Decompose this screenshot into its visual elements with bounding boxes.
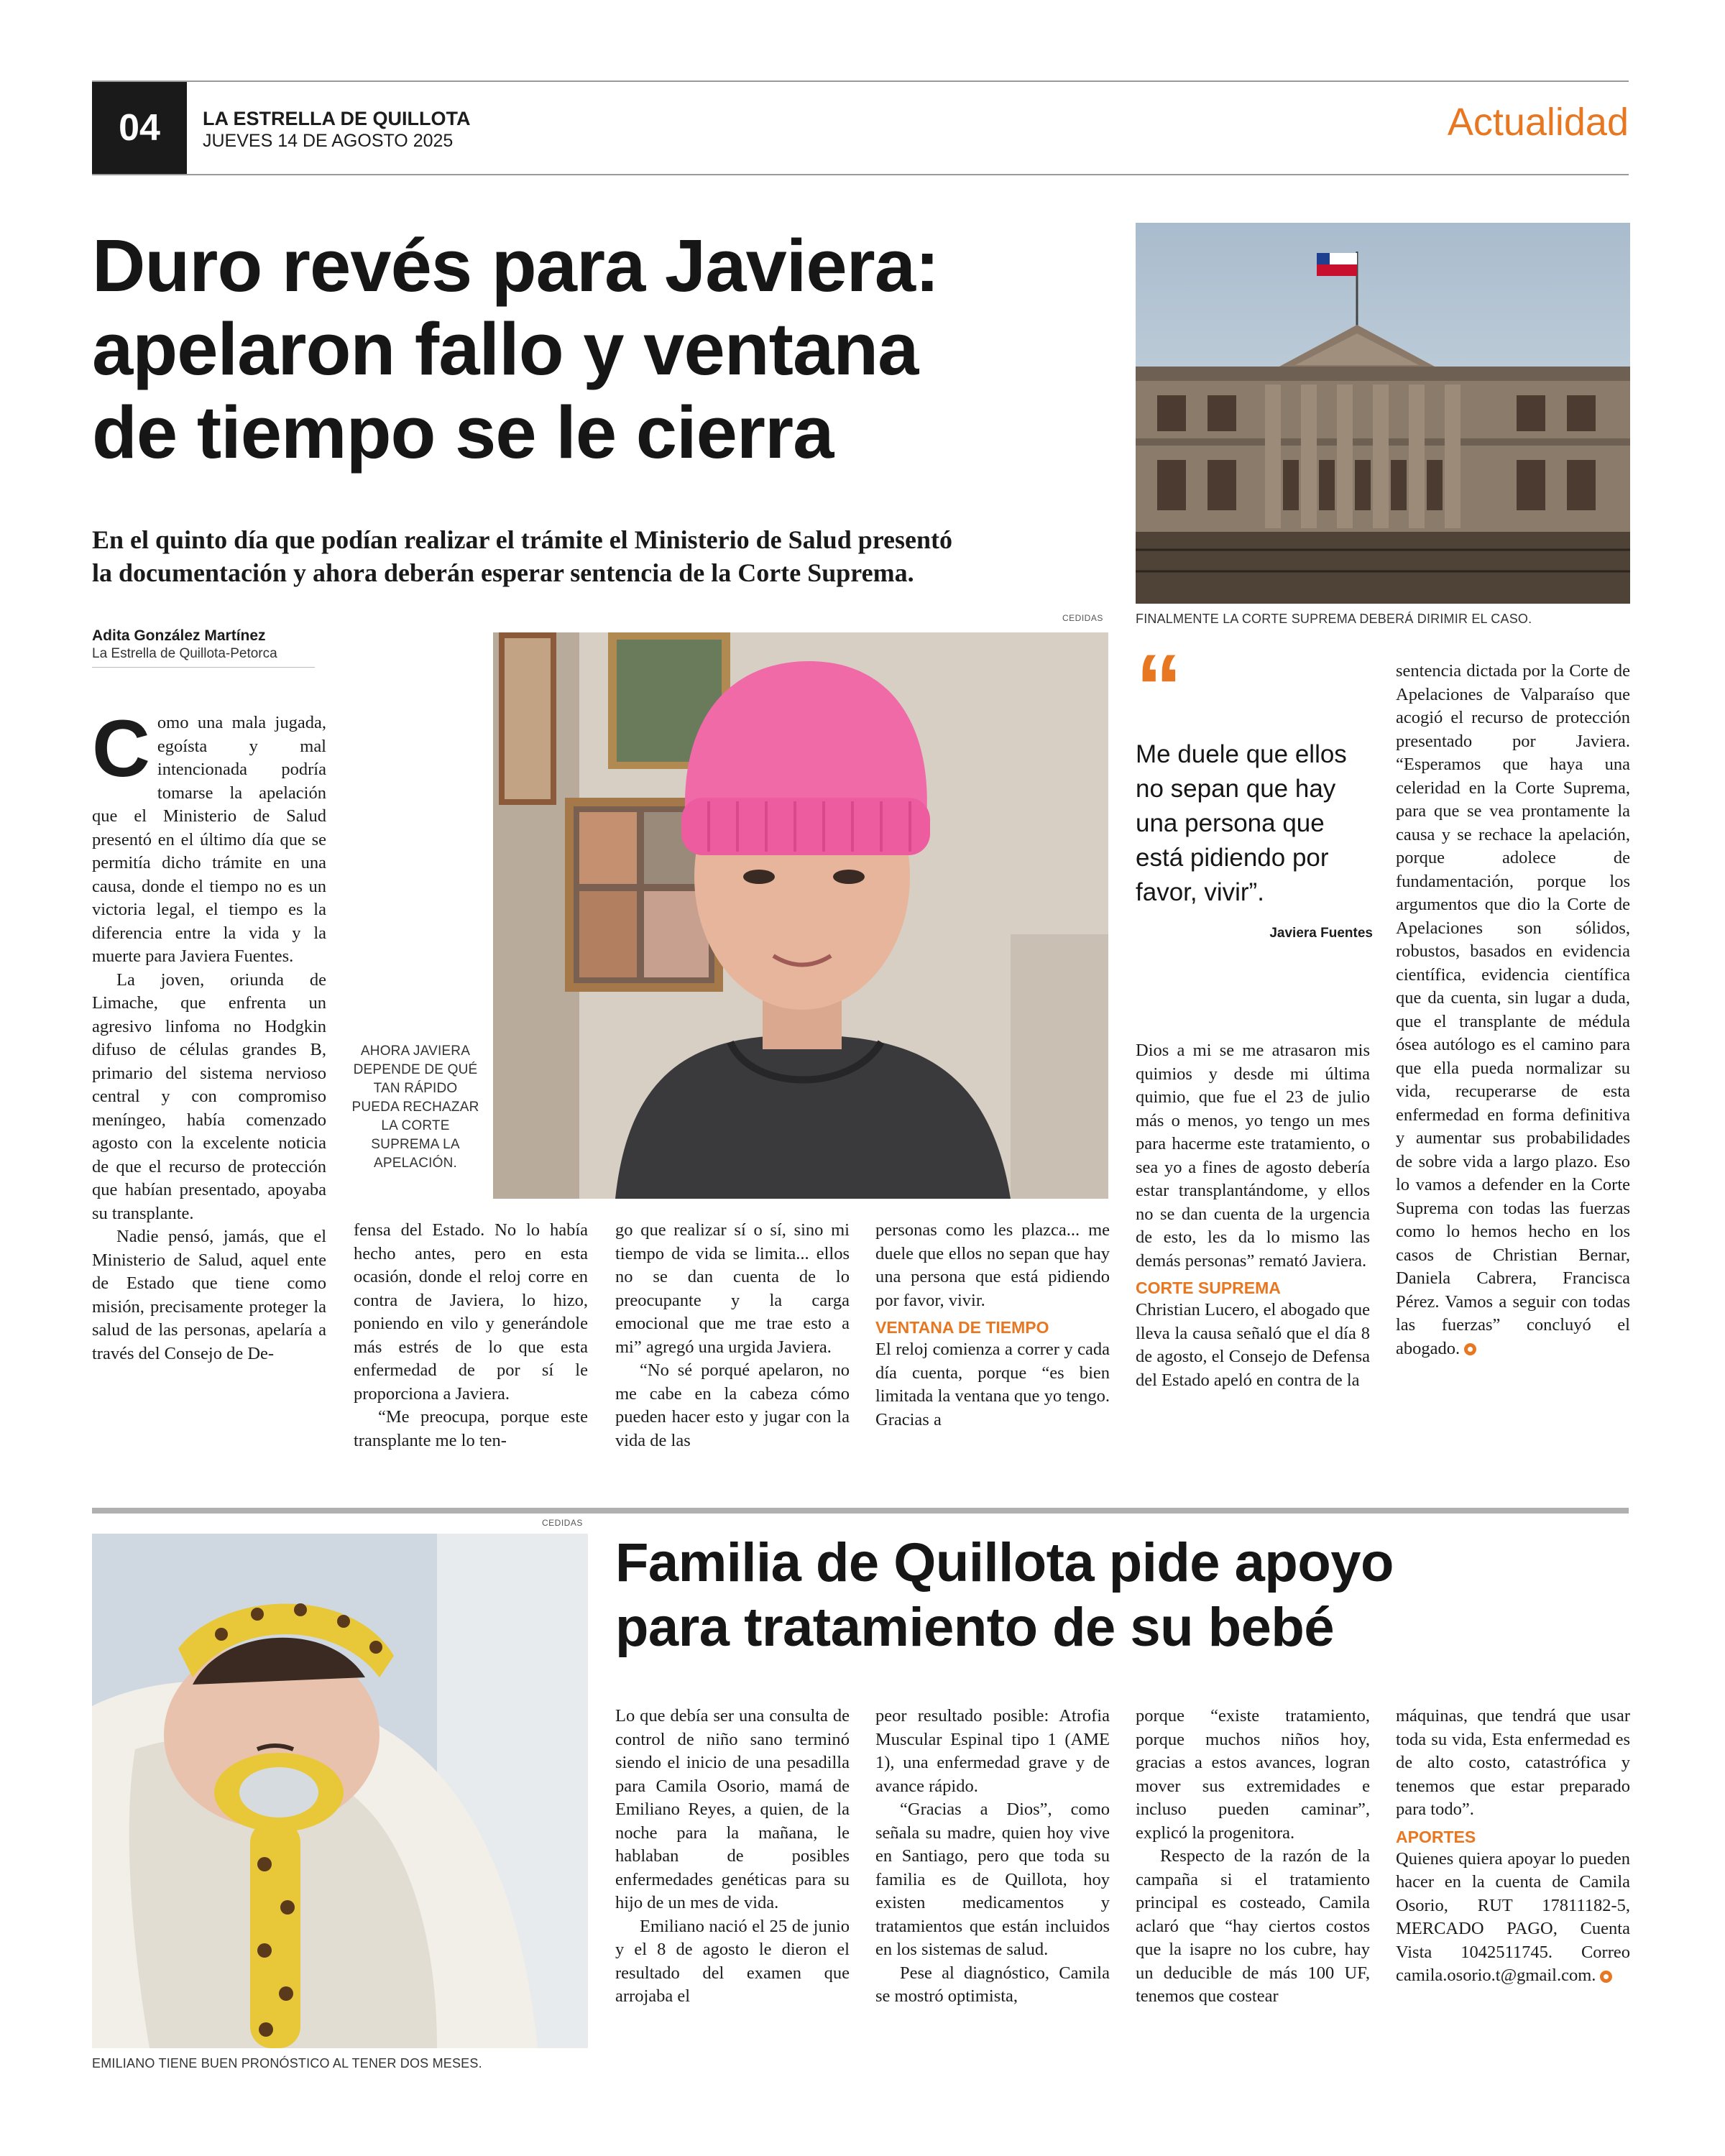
article1-paragraph: Nadie pensó, jamás, que el Ministerio de Salud, aquel ente de Estado que tiene como misión, precisamente proteger la salud de las personas, apelaría a través del Consejo de De- [92,1227,326,1363]
dropcap: C [92,704,150,793]
court-photo-caption: FINALMENTE LA CORTE SUPREMA DEBERÁ DIRIMIR EL CASO. [1136,612,1532,626]
quote-mark-icon: “ [1136,635,1182,740]
javiera-photo [493,632,1108,1199]
baby-photo [92,1534,588,2048]
article1-paragraph: personas como les plazca... me duele que ellos no sepan que hay una persona que está pidiendo por favor, vivir. [875,1220,1110,1310]
article1-paragraph [92,704,326,969]
article2-paragraph: Emiliano nació el 25 de junio y el 8 de agosto le dieron el resultado del examen que arrojaba el [615,1916,850,2006]
article2-column-4 [1396,1705,1630,1988]
article1-paragraph: Dios a mi se me atrasaron mis quimios y desde mi última quimio, que fue el 23 de julio más o menos, yo tengo un mes para hacerme este tratamiento, o sea yo a fines de agosto debería estar transplantándome, y ellos no se dan cuenta de la urgencia de esto, les da lo mismo las demás personas” remató Javiera. [1136,1041,1370,1271]
article1-deck [92,523,1113,589]
quote-text: Me duele que ellos no sepan que hay una persona que está pidiendo por favor, vivir”. [1136,740,1347,906]
issue-date: JUEVES 14 DE AGOSTO 2025 [203,131,454,151]
article2-column-3 [1136,1705,1370,2009]
article1-deck-line: En el quinto día que podían realizar el trámite el Ministerio de Salud presentó [92,525,953,554]
baby-photo-credit: CEDIDAS [542,1518,583,1528]
article2-column-2 [875,1705,1110,2009]
article1-paragraph: go que realizar sí o sí, sino mi tiempo de vida se limita... ellos no se dan cuenta de lo preocupante y la carga emocional que me trae esto a mi” agregó una urgida Javiera. [615,1220,850,1357]
article1-column-3 [615,1219,850,1452]
article2-paragraph: máquinas, que tendrá que usar toda su vida, Esta enfermedad es de alto costo, catastrófica y tenemos que estar preparado para todo”. [1396,1706,1630,1819]
article1-paragraph: “Me preocupa, porque este transplante me lo ten- [354,1407,588,1450]
article2-paragraph: porque “existe tratamiento, porque muchos niños hoy, gracias a estos avances, logran mover sus extremidades e incluso pueden caminar”, explicó la progenitora. [1136,1706,1370,1843]
pull-quote [1136,635,1373,941]
article1-column-2 [354,1219,588,1452]
article1-paragraph: El reloj comienza a correr y cada día cuenta, porque “es bien limitada la ventana que yo tengo. Gracias a [875,1340,1110,1429]
article2-paragraph: Lo que debía ser una consulta de control de niño sano terminó siendo el inicio de una pesadilla para Camila Osorio, mamá de Emiliano Reyes, a quien, de la noche para la mañana, le hablaban de posibles enfermedades genéticas para su hijo de un mes de vida. [615,1706,850,1912]
byline-name: Adita González Martínez [92,627,266,644]
byline-outlet: La Estrella de Quillota-Petorca [92,646,277,661]
subhead-corte: CORTE SUPREMA [1136,1279,1281,1297]
article1-col6-text: sentencia dictada por la Corte de Apelaciones de Valparaíso que acogió el recurso de protección presentado por Javiera. “Esperamos que haya una celeridad en la Corte Suprema, para que se vea prontamente la causa y se rechace la apelación, porque adolece de fundamentación, porque los argumentos que dio la Corte de Apelaciones son sólidos, robustos, basados en evidencia científica, evidencia científica que da cuenta, sin lugar a duda, que el transplante de médula ósea autólogo es el camino para que ella pueda normalizar su vida, recuperarse de esta enfermedad en forma definitiva y aumentar sus probabilidades de sobre vida a largo plazo. Eso lo vamos a defender en la Corte Suprema con todas las fuerzas como lo hemos hecho en los casos de Christian Bernar, Daniela Cabrera, Francisca Pérez. Vamos a seguir con todas las fuerzas” concluyó el abogado. [1396,661,1630,1358]
subhead-ventana: VENTANA DE TIEMPO [875,1318,1049,1337]
supreme-court-building-image [1136,223,1630,604]
end-of-article-icon [1464,1343,1476,1355]
article2-paragraph: peor resultado posible: Atrofia Muscular Espinal tipo 1 (AME 1), una enfermedad grave y de avance rápido. [875,1706,1110,1796]
article1-headline-line: apelaron fallo y ventana [92,308,919,390]
article1-column-6 [1396,660,1630,1360]
article2-paragraph [1396,1848,1630,1988]
baby-photo-caption: EMILIANO TIENE BUEN PRONÓSTICO AL TENER DOS MESES. [92,2056,482,2070]
article1-paragraph: La joven, oriunda de Limache, que enfrenta un agresivo linfoma no Hodgkin difuso de células grandes B, primario del sistema nervioso central y con compromiso meníngeo, había comenzado agosto con la excelente noticia de que el recurso de protección que habían presentado, apoyaba su transplante. [92,969,326,1223]
article1-headline-line: de tiempo se le cierra [92,391,834,474]
article2-paragraph: “Gracias a Dios”, como señala su madre, quien hoy vive en Santiago, pero que toda su familia es de Quillota, hoy existen medicamentos y tratamientos que están incluidos en los sistemas de salud. [875,1800,1110,1959]
header-top-rule [92,80,1629,82]
article1-paragraph: Christian Lucero, el abogado que lleva la causa señaló que el día 8 de agosto, el Consejo de Defensa del Estado apeló en contra de la [1136,1300,1370,1390]
javiera-photo-caption: AHORA JAVIERA DEPENDE DE QUÉ TAN RÁPIDO PUEDA RECHAZAR LA CORTE SUPREMA LA APELACIÓN. [351,1044,479,1171]
article2-column-1 [615,1705,850,2009]
javiera-photo-credit: CEDIDAS [1062,613,1103,623]
article1-column-5 [1136,1039,1370,1392]
article1-column-1 [92,704,326,1365]
article2-headline-line: Familia de Quillota pide apoyo [615,1532,1394,1593]
article-separator [92,1508,1629,1514]
page-number: 04 [92,82,187,174]
article1-col1-lead: omo una mala jugada, egoísta y mal intencionada podría tomarse la apelación que el Ministerio de Salud presentó en el último día que se permitía dicho trámite en una causa, donde el tiempo no es un victoria legal, el tiempo es la diferencia entre la vida y la muerte para Javiera Fuentes. [92,713,326,966]
article2-col4-text: Quienes quiera apoyar lo pueden hacer en la cuenta de Camila Osorio, RUT 17811182-5, MERCADO PAGO, Cuenta Vista 1042511745. Correo camila.osorio.t@gmail.com. [1396,1848,1630,1985]
javiera-portrait-image [493,632,1108,1199]
paper-name: LA ESTRELLA DE QUILLOTA [203,108,471,129]
article2-headline [615,1531,1629,1660]
article2-paragraph: Pese al diagnóstico, Camila se mostró optimista, [875,1963,1110,2006]
article2-paragraph: Respecto de la razón de la campaña si el tratamiento principal es costeado, Camila aclaró que “hay ciertos costos que la isapre no los cubre, hay un deducible de más 100 UF, tenemos que costear [1136,1846,1370,2006]
article1-paragraph: “No sé porqué apelaron, no me cabe en la cabeza cómo pueden hacer esto y jugar con la vida de las [615,1360,850,1450]
article1-paragraph [1396,660,1630,1360]
byline-rule [92,667,315,668]
subhead-aportes: APORTES [1396,1827,1476,1846]
court-photo [1136,223,1630,604]
article2-headline-line: para tratamiento de su bebé [615,1597,1335,1658]
article1-deck-line: la documentación y ahora deberán esperar sentencia de la Corte Suprema. [92,558,914,587]
article1-headline [92,224,1113,474]
quote-author: Javiera Fuentes [1269,926,1373,941]
end-of-article-icon [1600,1971,1612,1983]
article1-headline-line: Duro revés para Javiera: [92,224,939,307]
header-bottom-rule [92,174,1629,175]
section-title: Actualidad [1447,101,1629,144]
article1-paragraph: fensa del Estado. No lo había hecho antes, pero en esta ocasión, donde el reloj corre en contra de Javiera, lo hizo, poniendo en vilo y generándole más estrés de lo que esta enfermedad de por sí le proporciona a Javiera. [354,1220,588,1404]
article1-column-4 [875,1219,1110,1432]
baby-emiliano-image [92,1534,588,2048]
